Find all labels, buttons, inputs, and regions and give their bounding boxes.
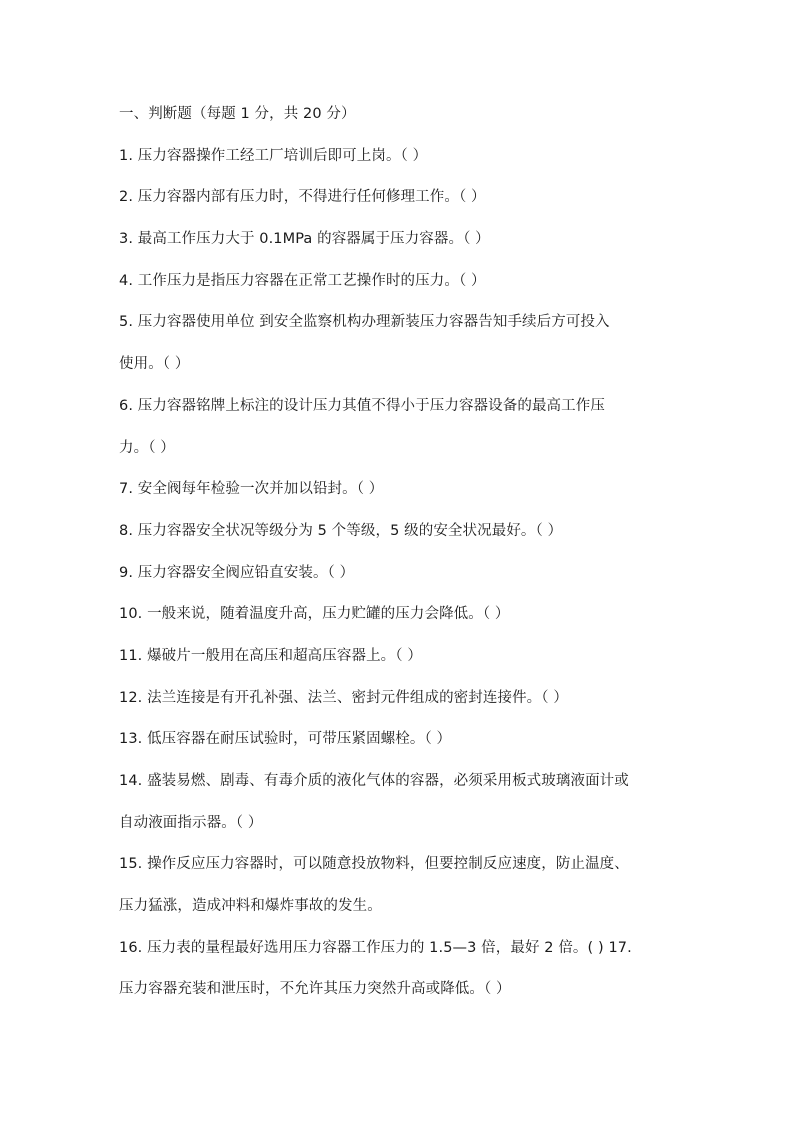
section-heading: 一、判断题（每题 1 分，共 20 分） — [119, 106, 356, 122]
question-13: 13. 低压容器在耐压试验时，可带压紧固螺栓。（ ） — [119, 731, 452, 748]
question-6-continued: 力。（ ） — [119, 439, 175, 456]
question-7: 7. 安全阀每年检验一次并加以铅封。（ ） — [119, 481, 384, 498]
question-6: 6. 压力容器铭牌上标注的设计压力其值不得小于压力容器设备的最高工作压 — [119, 397, 605, 414]
question-4: 4. 工作压力是指压力容器在正常工艺操作时的压力。（ ） — [119, 272, 486, 289]
question-9: 9. 压力容器安全阀应铅直安装。（ ） — [119, 564, 355, 581]
question-14: 14. 盛装易燃、剧毒、有毒介质的液化气体的容器，必须采用板式玻璃液面计或 — [119, 773, 629, 789]
question-15-continued: 压力猛涨，造成冲料和爆炸事故的发生。 — [119, 898, 382, 915]
question-12: 12. 法兰连接是有开孔补强、法兰、密封元件组成的密封连接件。（ ） — [119, 689, 568, 706]
question-14-continued: 自动液面指示器。（ ） — [119, 814, 263, 831]
question-3: 3. 最高工作压力大于 0.1MPa 的容器属于压力容器。（ ） — [119, 231, 490, 248]
question-1: 1. 压力容器操作工经工厂培训后即可上岗。（ ） — [119, 147, 428, 164]
question-2: 2. 压力容器内部有压力时，不得进行任何修理工作。（ ） — [119, 189, 486, 206]
question-8: 8. 压力容器安全状况等级分为 5 个等级，5 级的安全状况最好。（ ） — [119, 522, 563, 539]
question-15: 15. 操作反应压力容器时，可以随意投放物料，但要控制反应速度，防止温度、 — [119, 856, 629, 873]
question-17: 压力容器充装和泄压时，不允许其压力突然升高或降低。（ ） — [119, 981, 511, 998]
question-16: 16. 压力表的量程最好选用压力容器工作压力的 1.5—3 倍，最好 2 倍。( ) 17. — [119, 939, 632, 956]
question-11: 11. 爆破片一般用在高压和超高压容器上。（ ） — [119, 647, 422, 664]
question-5: 5. 压力容器使用单位 到安全监察机构办理新装压力容器告知手续后方可投入 — [119, 314, 610, 331]
question-5-continued: 使用。（ ） — [119, 356, 190, 373]
document-body — [119, 104, 679, 999]
question-10: 10. 一般来说，随着温度升高，压力贮罐的压力会降低。（ ） — [119, 606, 510, 623]
